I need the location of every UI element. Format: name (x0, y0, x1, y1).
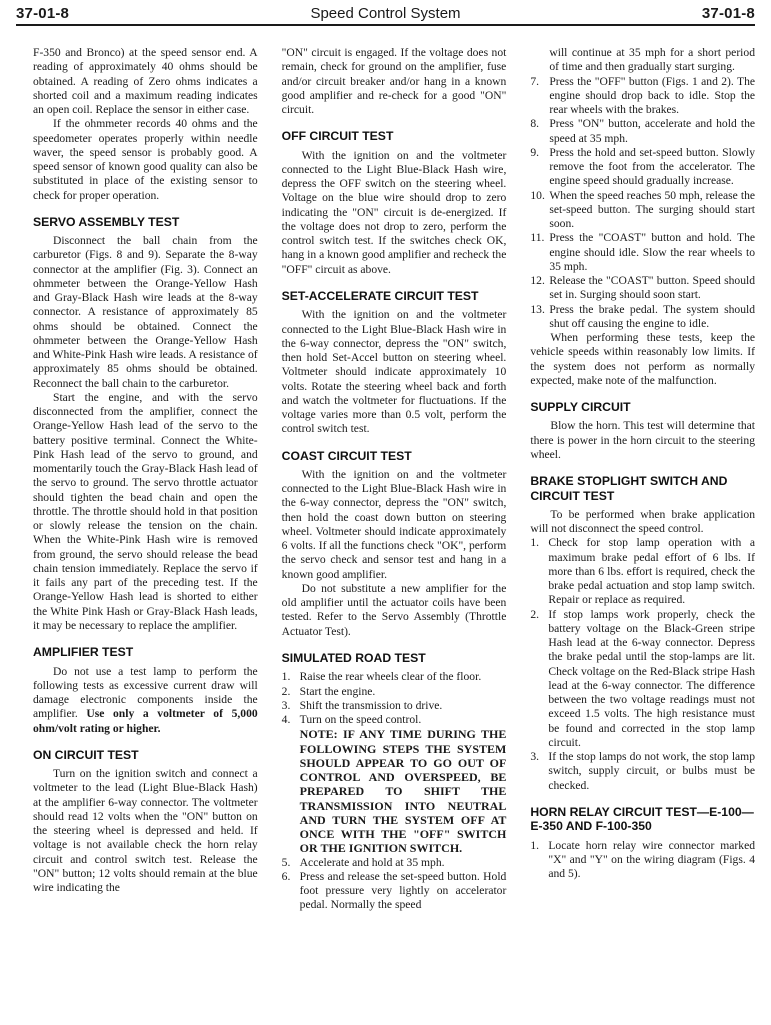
heading-set-accelerate-circuit-test: SET-ACCELERATE CIRCUIT TEST (281, 288, 479, 303)
list-item: 2. Start the engine. (281, 684, 376, 698)
paragraph: Do not substitute a new amplifier for the old amplifier until the actuator coils have been tested. Refer to the Servo Assembly (Throttle Actuator Test). (281, 581, 507, 638)
paragraph: Start the engine, and with the servo disconnected from the amplifier, connect the Orange-Yellow Hash lead of the servo to the battery positive terminal. Connect the White-Pink Hash lead of the servo to ground, and momentarily touch the Gray-Black Hash lead of the servo to ground. The servo throttle actuator should tighten the bead chain and open the throttle. The throttle should hold in that position or slowly release the tension on the chain. When the White-Pink Hash wire is removed from ground, the servo should release the bead chain tension immediately. Replace the servo if it fails any part of the preceding test. If the Orange-Yellow Hash lead is shorted to either the White Pink Hash or Gray-Black Hash leads, it may be necessary to replace the amplifier. (33, 390, 258, 632)
heading-brake-stoplight-switch-test: BRAKE STOPLIGHT SWITCH AND CIRCUIT TEST (530, 474, 728, 503)
paragraph: When performing these tests, keep the vehicle speeds within reasonably low limits. If the system does not perform as normally expected, make note of the malfunction. (530, 331, 756, 387)
heading-simulated-road-test: SIMULATED ROAD TEST (281, 650, 426, 665)
page-number-left: 37-01-8 (16, 4, 70, 22)
section-title: Speed Control System (310, 4, 461, 22)
heading-horn-relay-circuit-test: HORN RELAY CIRCUIT TEST—E-100—E-350 AND F-100-350 (530, 804, 754, 834)
paragraph (33, 665, 258, 736)
heading-coast-circuit-test: COAST CIRCUIT TEST (281, 448, 412, 463)
list-item: 11. Press the "COAST" button and hold. The engine should idle. Slow the rear wheels to 35 mph. (530, 231, 756, 273)
horn-test-steps (530, 839, 755, 882)
paragraph: With the ignition on and the voltmeter connected to the Light Blue-Black Hash wire in the 6-way connector, depress the "ON" switch, then hold the coast down button on steering wheel. Voltmeter should indicate approximately 6 volts. If all the functions check "OK", perform the servo check and sensor test and hang in a known good amplifier. (281, 467, 507, 581)
text-columns (33, 46, 755, 913)
list-item: 8. Press "ON" button, accelerate and hold the speed at 35 mph. (530, 117, 756, 145)
amplifier-warning-text: Do not use a test lamp to perform the following tests as excessive current draw will damage electronic components inside the amplifier. (33, 664, 258, 721)
column-1 (33, 46, 258, 913)
paragraph: To be performed when brake application will not disconnect the speed control. (530, 507, 756, 536)
list-item: 1. Check for stop lamp operation with a maximum brake pedal effort of 6 lbs. If more than 6 lbs. effort is required, check the brake pedal actuation and stop lamp switch. Repair or replace as required. (530, 536, 756, 607)
page-number-right: 37-01-8 (701, 4, 755, 22)
column-2 (282, 46, 507, 913)
column-3 (530, 46, 755, 913)
list-item: 12. Release the "COAST" button. Speed should set in. Surging should soon start. (530, 274, 756, 302)
list-item: 13. Press the brake pedal. The system should shut off causing the engine to idle. (530, 302, 756, 330)
paragraph: With the ignition on and the voltmeter connected to the Light Blue-Black Hash wire, depress the OFF switch on the steering wheel. Voltage on the blue wire should drop to zero indicating the "ON" circuit is de-energized. If the voltage does not drop to zero, perform the control switch test. If the switches check OK, hang in a known good amplifier and recheck the "OFF" circuit as above. (281, 148, 507, 276)
list-item: 4. Turn on the speed control. (281, 713, 422, 727)
paragraph: If the ohmmeter records 40 ohms and the speedometer operates properly within needle waver, the speed sensor is probably good. A speed sensor of known good quality can also be substituted in place of the existing sensor to check for proper operation. (33, 117, 258, 202)
paragraph: Blow the horn. This test will determine that there is power in the horn circuit to the steering wheel. (530, 419, 756, 461)
list-item: 6. Press and release the set-speed button. Hold foot pressure very lightly on accelerator pedal. Normally the speed (281, 869, 507, 912)
brake-test-steps (530, 536, 755, 793)
heading-on-circuit-test: ON CIRCUIT TEST (33, 747, 139, 762)
heading-off-circuit-test: OFF CIRCUIT TEST (281, 129, 394, 144)
paragraph: Turn on the ignition switch and connect a voltmeter to the lead (Light Blue-Black Hash) at the amplifier 6-way connector. The voltmeter should read 12 volts when the "ON" button on the steering wheel is depressed and held. If voltage is not available check the horn relay circuit and control switch test. Release the "ON" button; 12 volts should remain at the blue wire indicating the (33, 767, 258, 895)
list-item: will continue at 35 mph for a short period of time and then gradually start surging. (549, 46, 756, 74)
heading-amplifier-test: AMPLIFIER TEST (33, 645, 134, 660)
road-test-steps (282, 670, 507, 912)
page-header (16, 2, 755, 26)
list-item: 3. If the stop lamps do not work, the stop lamp switch, supply circuit, or bulbs must be checked. (530, 750, 756, 792)
list-item: 1. Locate horn relay wire connector marked "X" and "Y" on the wiring diagram (Figs. 4 and 5). (530, 838, 756, 881)
list-item: 9. Press the hold and set-speed button. Slowly remove the foot from the accelerator. The engine speed should gradually increase. (530, 145, 756, 188)
list-item: 7. Press the "OFF" button (Figs. 1 and 2). The engine should drop back to idle. Stop the rear wheels with the brakes. (530, 74, 756, 116)
paragraph: F-350 and Bronco) at the speed sensor end. A reading of approximately 40 ohms should be obtained. A reading of Zero ohms indicates a shorted coil and a maximum reading indicates an open coil. Replace the sensor in either case. (33, 46, 258, 116)
list-item: 10. When the speed reaches 50 mph, release the set-speed button. The surging should start soon. (530, 188, 756, 230)
paragraph: With the ignition on and the voltmeter connected to the Light Blue-Black Hash wire in the 6-way connector, depress the "ON" switch, then hold Set-Accel button on steering wheel. Voltmeter should indicate approximately 10 volts. Rotate the steering wheel back and forth and watch the voltmeter for fluctuations. If the voltage varies more than 0.5 volt, perform the control switch test. (281, 308, 507, 436)
safety-note: NOTE: IF ANY TIME DURING THE FOLLOWING STEPS THE SYSTEM SHOULD APPEAR TO GO OUT OF CONTROL AND OVERSPEED, BE PREPARED TO SHIFT THE TRANSMISSION INTO NEUTRAL AND TURN THE SYSTEM OFF AT ONCE WITH THE "OFF" SWITCH OR THE IGNITION SWITCH. (299, 727, 507, 856)
list-item: 2. If stop lamps work properly, check the battery voltage on the Black-Green stripe Hash lead at the 6-way connector. Depress the brake pedal until the stop-lamps are lit. Check voltage on the Red-Black stripe Hash lead at the 6-way connector. The difference between the two voltage readings must not exceed 1.5 volts. The high resistance must be found and corrected in the stop lamp circuit. (530, 607, 756, 749)
paragraph: "ON" circuit is engaged. If the voltage does not remain, check for ground on the amplifier, fuse and/or circuit breaker and/or hang in a known good amplifier and re-check for a good "ON" circuit. (281, 46, 507, 116)
road-test-steps-continued (530, 46, 755, 331)
heading-supply-circuit: SUPPLY CIRCUIT (530, 400, 631, 414)
paragraph: Disconnect the ball chain from the carburetor (Figs. 8 and 9). Separate the 8-way connector at the amplifier (Fig. 3). Connect an ohmmeter between the Orange-Yellow Hash and Gray-Black Hash wire leads at the 8-way connector. A resistance of approximately 85 ohms should be obtained. Connect the ohmmeter between the Orange-Yellow Hash and White-Pink Hash wire leads. A resistance of approximately 85 ohms should be obtained. Reconnect the ball chain to the carburetor. (33, 234, 258, 390)
list-item: 3. Shift the transmission to drive. (281, 698, 443, 712)
amplifier-voltmeter-note: Use only a voltmeter of 5,000 ohm/volt rating or higher. (33, 707, 258, 735)
list-item: 5. Accelerate and hold at 35 mph. (281, 855, 445, 869)
heading-servo-assembly-test: SERVO ASSEMBLY TEST (33, 214, 180, 229)
list-item: 1. Raise the rear wheels clear of the floor. (281, 670, 482, 684)
